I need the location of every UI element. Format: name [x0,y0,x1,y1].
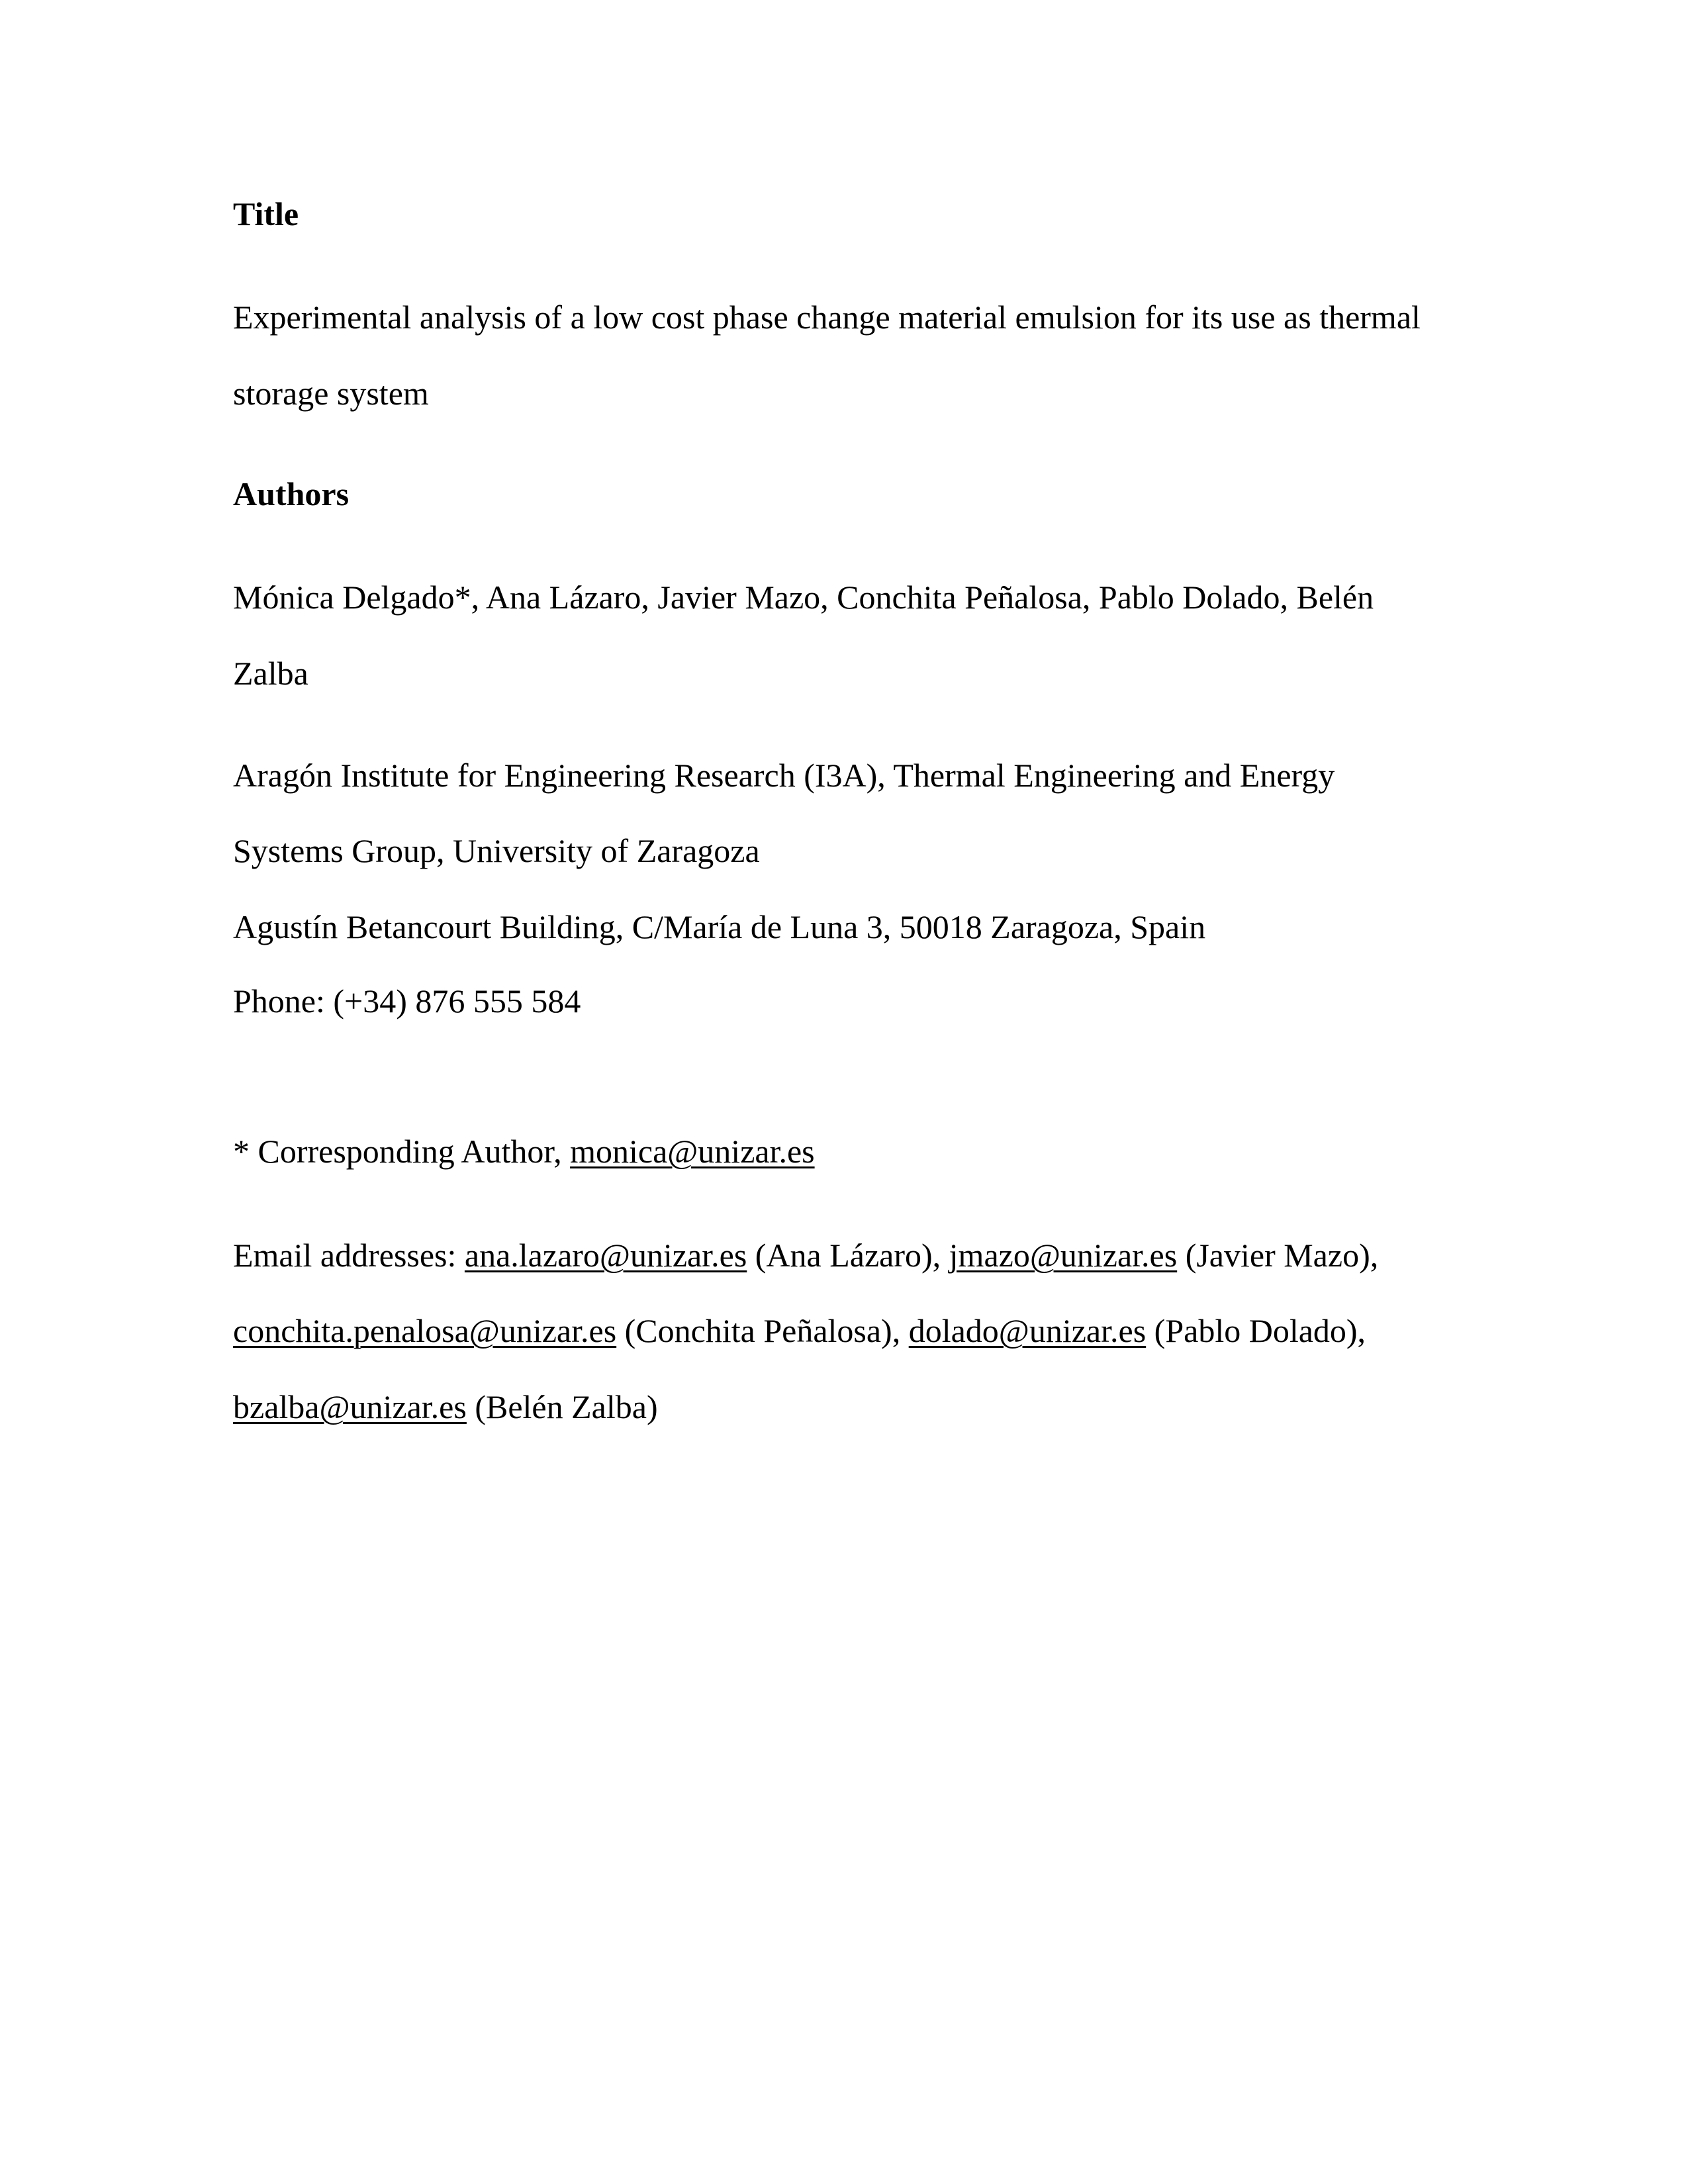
email-link-pablo-dolado[interactable]: dolado@unizar.es [908,1312,1147,1349]
email-link-ana-lazaro[interactable]: ana.lazaro@unizar.es [464,1237,747,1274]
email-link-belen-zalba[interactable]: bzalba@unizar.es [233,1388,467,1425]
corresponding-label: * Corresponding Author, [233,1133,571,1170]
authors-line-2: Zalba [233,655,308,692]
email-line-3 [233,1387,658,1427]
title-heading: Title [233,195,299,232]
email-line-1 [233,1235,1378,1275]
email-owner: (Belén Zalba) [466,1388,658,1425]
affiliation-line-2: Systems Group, University of Zaragoza [233,832,760,869]
email-owner: (Ana Lázaro), [747,1237,949,1274]
email-owner: (Javier Mazo), [1177,1237,1379,1274]
email-owner: (Conchita Peñalosa), [616,1312,909,1349]
email-link-conchita-penalosa[interactable]: conchita.penalosa@unizar.es [233,1312,617,1349]
phone-line: Phone: (+34) 876 555 584 [233,982,581,1020]
email-owner: (Pablo Dolado), [1146,1312,1366,1349]
paper-title-line-1: Experimental analysis of a low cost phase change material emulsion for its use as thermal [233,299,1421,336]
email-link-javier-mazo[interactable]: jmazo@unizar.es [949,1237,1178,1274]
corresponding-author-line [233,1131,815,1171]
address-line: Agustín Betancourt Building, C/María de Luna 3, 50018 Zaragoza, Spain [233,908,1206,945]
email-label: Email addresses: [233,1237,465,1274]
paper-title-line-2: storage system [233,375,429,412]
authors-heading: Authors [233,475,350,512]
email-line-2 [233,1311,1366,1351]
authors-line-1: Mónica Delgado*, Ana Lázaro, Javier Mazo, Conchita Peñalosa, Pablo Dolado, Belén [233,579,1374,616]
affiliation-line-1: Aragón Institute for Engineering Research (I3A), Thermal Engineering and Energy [233,757,1335,794]
corresponding-email-link[interactable]: monica@unizar.es [570,1133,815,1170]
